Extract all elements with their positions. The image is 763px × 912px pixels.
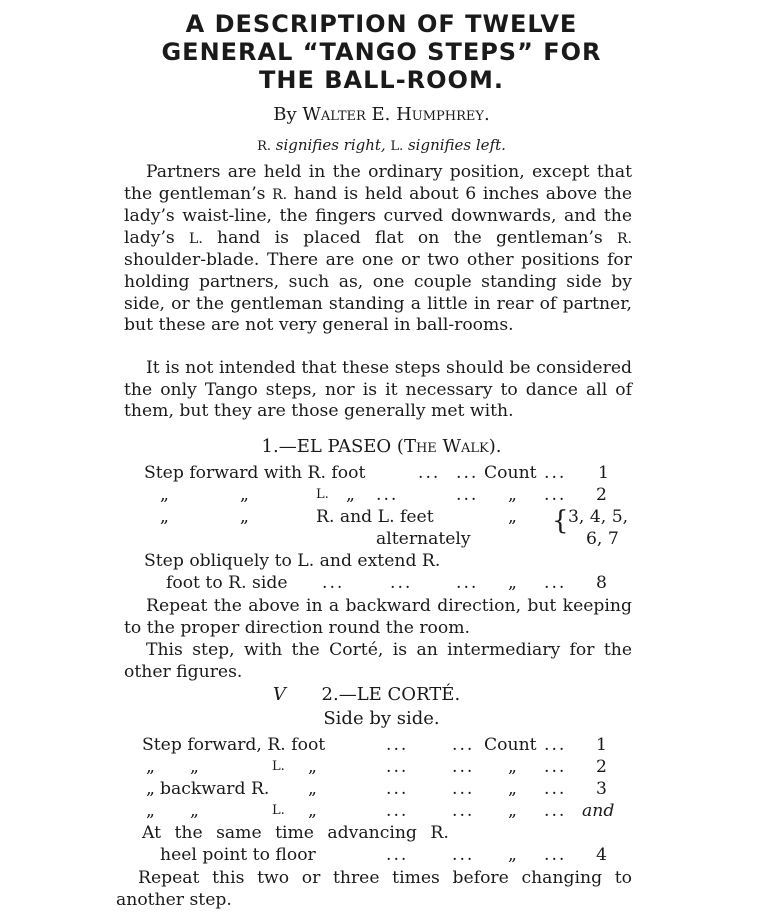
step-description: backward R.: [160, 779, 270, 799]
legend-l: L.: [390, 139, 404, 154]
section-2-subheading: Side by side.: [323, 708, 440, 729]
abbreviation-legend: [0, 136, 763, 154]
step-description: Step forward, R. foot: [142, 735, 326, 755]
leader-dots: ...: [544, 735, 567, 755]
leader-dots: ...: [390, 573, 413, 593]
count-value: 8: [596, 573, 607, 593]
leader-dots: ...: [544, 757, 567, 777]
step-description: heel point to floor: [160, 845, 316, 865]
title-line-1: A DESCRIPTION OF TWELVE: [185, 10, 578, 38]
intro-paragraph-2: It is not intended that these steps should be considered the only Tango steps, nor is it necessary to dance all of them, but they are those generally met with.: [124, 358, 632, 422]
foot-abbr: L.: [272, 759, 285, 774]
step-row: [0, 572, 763, 594]
count-value: and: [582, 801, 615, 821]
intro-text: hand is placed flat on the gentleman’s: [202, 227, 617, 248]
leader-dots: ...: [452, 779, 475, 799]
count-value: 3: [596, 779, 607, 799]
foot-abbr: L.: [272, 803, 285, 818]
leader-dots: ...: [376, 485, 399, 505]
ditto-mark: „: [146, 757, 155, 777]
step-description: Step forward with R. foot: [144, 463, 366, 483]
check-mark-icon: V: [272, 684, 286, 705]
count-value: 2: [596, 757, 607, 777]
step-row: [0, 778, 763, 800]
author-name: Walter E. Humphrey.: [302, 104, 490, 125]
leader-dots: ...: [386, 801, 409, 821]
byline: [0, 104, 763, 125]
ditto-mark: „: [240, 507, 249, 527]
step-row: [0, 528, 763, 550]
leader-dots: ...: [322, 573, 345, 593]
leader-dots: ...: [386, 757, 409, 777]
ditto-mark: „: [308, 801, 317, 821]
ditto-mark: „: [190, 801, 199, 821]
ditto-mark: „: [146, 801, 155, 821]
count-value: 2: [596, 485, 607, 505]
foot-abbr: L.: [316, 487, 329, 502]
count-label: Count: [484, 463, 537, 483]
ditto-mark: „: [508, 507, 517, 527]
ditto-mark: „: [508, 573, 517, 593]
leader-dots: ...: [456, 463, 479, 483]
ditto-mark: „: [508, 779, 517, 799]
ditto-mark: „: [190, 757, 199, 777]
step-description: R. and L. feet: [316, 507, 434, 527]
section-1-note-paragraph: This step, with the Corté, is an intermediary for the other figures.: [124, 640, 632, 682]
step-row: [0, 844, 763, 866]
leader-dots: ...: [452, 801, 475, 821]
title-line-2: GENERAL “TANGO STEPS” FOR: [161, 38, 602, 66]
ditto-mark: „: [508, 845, 517, 865]
ditto-mark: „: [508, 801, 517, 821]
step-description: At the same time advancing R.: [142, 823, 449, 843]
ditto-mark: „: [508, 485, 517, 505]
leader-dots: ...: [544, 463, 567, 483]
ditto-mark: „: [160, 507, 169, 527]
intro-text: hand is held about 6 inches above the lady’s waist-line, the fingers curved downwards, and the lady’s: [124, 183, 632, 248]
step-row: [0, 484, 763, 506]
ditto-mark: „: [346, 485, 355, 505]
section-1-heading: [0, 436, 763, 458]
step-row: [0, 756, 763, 778]
count-label: Count: [484, 735, 537, 755]
step-row: [0, 800, 763, 822]
step-description: alternately: [376, 529, 471, 549]
leader-dots: ...: [452, 757, 475, 777]
count-value: 6, 7: [586, 529, 619, 549]
brace-icon: {: [552, 506, 569, 536]
count-value: 1: [598, 463, 609, 483]
section-1-repeat-paragraph: Repeat the above in a backward direction, but keeping to the proper direction round the room.: [124, 596, 632, 638]
intro-text: shoulder-blade. There are one or two other positions for holding partners, such as, one couple standing side by side, or the gentleman standing a little in rear of partner, but these are not very general in ball-rooms.: [124, 250, 632, 336]
title-line-3: THE BALL-ROOM.: [259, 66, 504, 94]
count-value: 4: [596, 845, 607, 865]
leader-dots: ...: [456, 485, 479, 505]
step-row: [0, 506, 763, 536]
legend-r: R.: [257, 139, 271, 154]
leader-dots: ...: [418, 463, 441, 483]
intro-text: Partners are held in the ordinary position, except that the gentleman’s: [124, 162, 632, 204]
step-row: [0, 734, 763, 756]
leader-dots: ...: [386, 845, 409, 865]
section-2-title: 2.—LE CORTÉ.: [321, 684, 461, 705]
leader-dots: ...: [544, 779, 567, 799]
step-row: [0, 822, 763, 844]
count-value: 1: [596, 735, 607, 755]
ditto-mark: „: [308, 757, 317, 777]
section-2-repeat-paragraph: Repeat this two or three times before changing to another step.: [116, 868, 632, 910]
ditto-mark: „: [160, 485, 169, 505]
section-1-title: 1.—EL PASEO (: [261, 436, 404, 457]
step-description: foot to R. side: [166, 573, 288, 593]
leader-dots: ...: [544, 485, 567, 505]
section-1-title-end: ).: [488, 436, 502, 457]
step-description: Step obliquely to L. and extend R.: [144, 551, 441, 571]
ditto-mark: „: [508, 757, 517, 777]
section-2-heading: [0, 684, 763, 706]
leader-dots: ...: [544, 801, 567, 821]
leader-dots: ...: [386, 779, 409, 799]
section-1-subtitle: The Walk: [403, 436, 489, 457]
leader-dots: ...: [456, 573, 479, 593]
ditto-mark: „: [308, 779, 317, 799]
abbr-r: R.: [272, 186, 288, 203]
count-value: 3, 4, 5,: [568, 507, 629, 527]
document-title: [110, 10, 653, 94]
step-row: [0, 550, 763, 572]
ditto-mark: „: [146, 779, 155, 799]
leader-dots: ...: [544, 573, 567, 593]
abbr-l: L.: [189, 230, 203, 247]
ditto-mark: „: [240, 485, 249, 505]
legend-l-text: signifies left.: [403, 136, 506, 154]
abbr-r: R.: [617, 230, 632, 247]
step-row: [0, 462, 763, 484]
byline-prefix: By: [273, 104, 303, 125]
intro-paragraph-1: [124, 162, 632, 337]
leader-dots: ...: [452, 735, 475, 755]
leader-dots: ...: [544, 845, 567, 865]
leader-dots: ...: [386, 735, 409, 755]
leader-dots: ...: [452, 845, 475, 865]
legend-r-text: signifies right,: [270, 136, 391, 154]
